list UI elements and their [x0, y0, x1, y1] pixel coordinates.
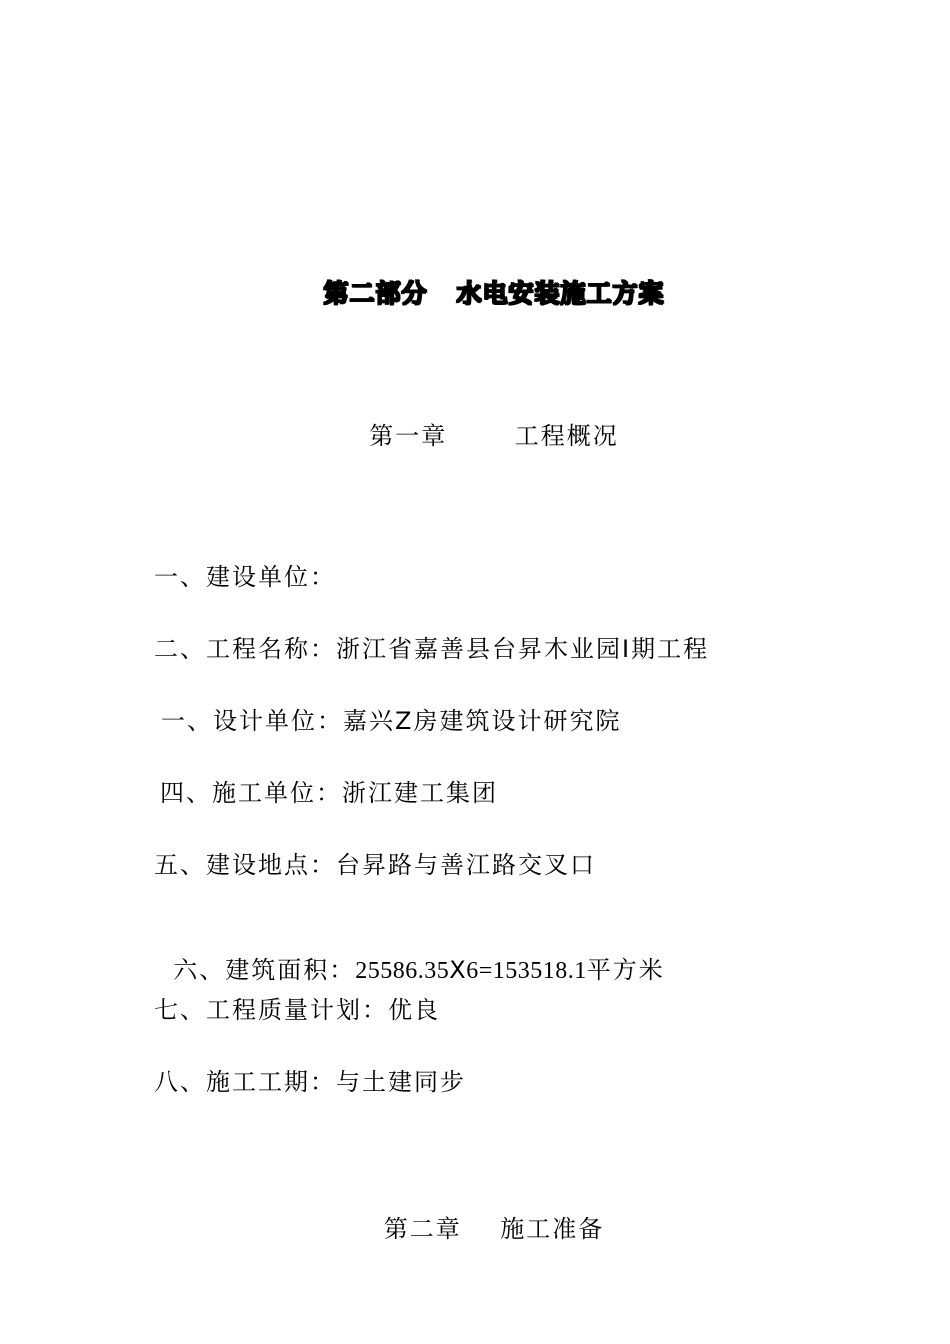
chapter-1-title: 第一章 工程概况 [369, 422, 619, 450]
item-building-area-label: 六、建筑面积： [173, 956, 356, 984]
item-project-name: 二、工程名称：浙江省嘉善县台昇木业园I期工程 [154, 635, 710, 663]
part-title: 第二部分 水电安装施工方案 [323, 279, 665, 308]
item-site-location: 五、建设地点：台昇路与善江路交叉口 [154, 851, 596, 879]
item-building-area-value: 25586.35Ⅹ6=153518.1 [355, 958, 587, 984]
item-quality-plan: 七、工程质量计划：优良 [154, 996, 440, 1024]
chapter-2-title: 第二章 施工准备 [383, 1215, 605, 1243]
item-builder-unit: 四、施工单位：浙江建工集团 [160, 779, 498, 807]
item-construction-period: 八、施工工期：与土建同步 [154, 1068, 466, 1096]
item-construction-unit: 一、建设单位： [154, 563, 336, 591]
item-design-unit: 一、设计单位：嘉兴Z房建筑设计研究院 [161, 707, 622, 735]
item-building-area [154, 922, 665, 987]
item-building-area-unit: 平方米 [586, 956, 665, 984]
